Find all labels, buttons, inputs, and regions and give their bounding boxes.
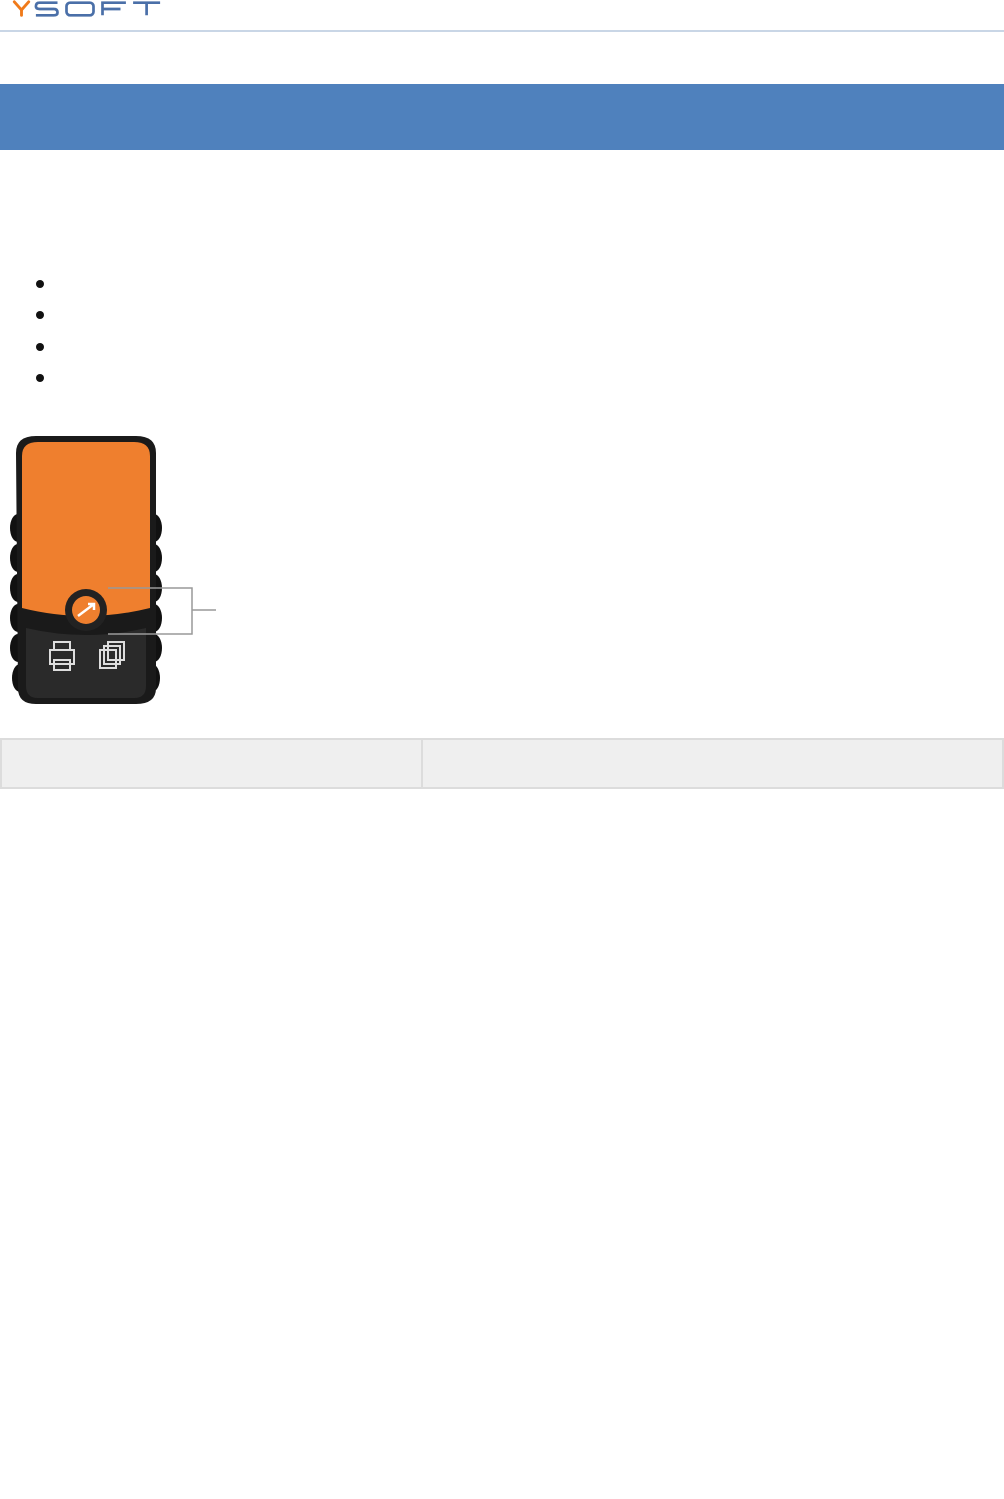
list-item (36, 303, 62, 334)
section-title (17, 104, 35, 128)
table-header-row (0, 738, 1004, 789)
terminal-device-illustration (6, 428, 276, 710)
bullet-icon (36, 343, 44, 351)
bullet-icon (36, 374, 44, 382)
color-legend-list (36, 272, 62, 397)
ysoft-logo (4, 0, 174, 18)
page-header (0, 0, 1004, 32)
section-banner (0, 84, 1004, 150)
bullet-icon (36, 311, 44, 319)
list-item (36, 272, 62, 303)
list-item (36, 335, 62, 366)
bullet-icon (36, 280, 44, 288)
list-item (36, 366, 62, 397)
